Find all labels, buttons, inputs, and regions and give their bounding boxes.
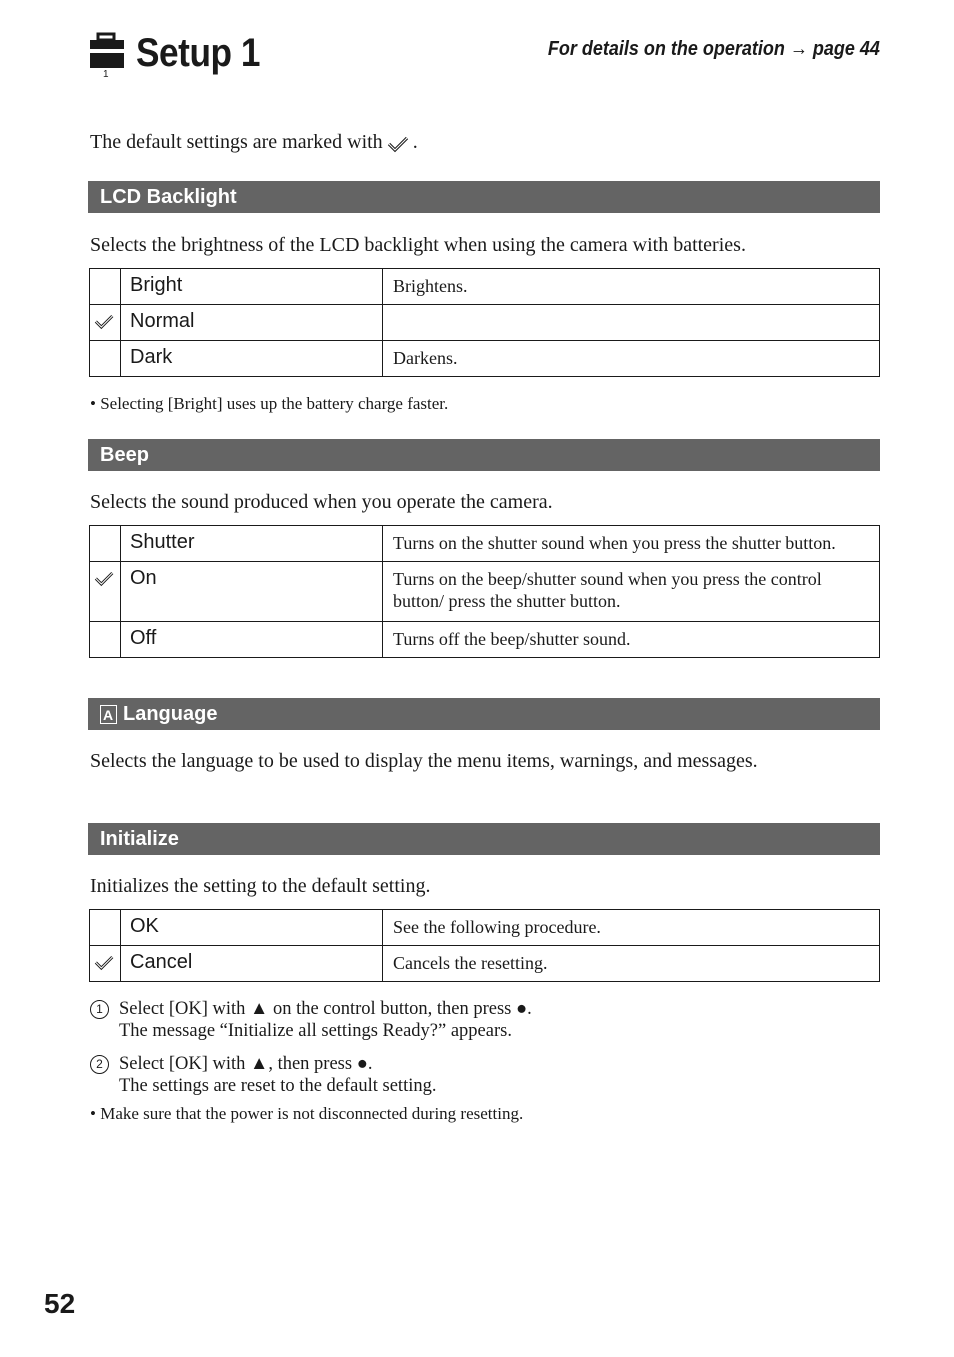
option-value: Turns off the beep/shutter sound. (383, 622, 880, 658)
option-name: Normal (121, 305, 383, 341)
setup-index: 1 (103, 69, 109, 80)
section-heading-language (88, 698, 880, 730)
page-title: Setup 1 (136, 31, 261, 75)
step-line: Select [OK] with ▲ on the control button, then press ●. (119, 999, 532, 1019)
table-row (90, 910, 880, 946)
section-heading-lcd-backlight (88, 181, 880, 213)
section-heading-text: Language (123, 703, 218, 725)
section-heading-initialize (88, 823, 880, 855)
default-mark-cell (90, 946, 121, 982)
lcd-backlight-description: Selects the brightness of the LCD backlight when using the camera with batteries. (90, 234, 746, 256)
option-value: Darkens. (383, 341, 880, 377)
checkmark-icon (94, 313, 116, 330)
checkmark-icon (94, 570, 116, 587)
default-note (90, 131, 418, 154)
option-name: On (121, 562, 383, 622)
default-mark-cell (90, 341, 121, 377)
table-row (90, 622, 880, 658)
step-number: 1 (90, 1000, 109, 1019)
option-name: Shutter (121, 526, 383, 562)
initialize-description: Initializes the setting to the default setting. (90, 875, 431, 897)
table-row (90, 562, 880, 622)
lcd-backlight-note: • Selecting [Bright] uses up the battery charge faster. (90, 394, 449, 413)
table-row (90, 269, 880, 305)
section-heading-text: Initialize (100, 828, 179, 850)
table-row (90, 526, 880, 562)
table-row (90, 946, 880, 982)
beep-options-table (89, 525, 880, 658)
default-note-end: . (412, 131, 418, 153)
default-mark-cell (90, 910, 121, 946)
option-name: Dark (121, 341, 383, 377)
language-description: Selects the language to be used to display the menu items, warnings, and messages. (90, 750, 758, 772)
initialize-options-table (89, 909, 880, 982)
operation-reference: For details on the operation → page 44 (547, 38, 880, 60)
default-mark-cell (90, 269, 121, 305)
option-value (383, 305, 880, 341)
default-mark-cell (90, 622, 121, 658)
option-value: See the following procedure. (383, 910, 880, 946)
option-value: Turns on the shutter sound when you press the shutter button. (383, 526, 880, 562)
option-name: Cancel (121, 946, 383, 982)
table-row (90, 341, 880, 377)
step-line: Select [OK] with ▲, then press ●. (119, 1054, 373, 1074)
checkmark-icon (94, 954, 116, 971)
option-name: OK (121, 910, 383, 946)
checkmark-icon (387, 135, 411, 153)
step-result: The settings are reset to the default setting. (119, 1076, 437, 1096)
language-icon-letter: A (102, 706, 114, 722)
initialize-note: • Make sure that the power is not disconnected during resetting. (90, 1104, 524, 1123)
language-icon (100, 705, 117, 724)
table-row (90, 305, 880, 341)
procedure-step (90, 998, 532, 1042)
step-number: 2 (90, 1055, 109, 1074)
default-mark-cell (90, 305, 121, 341)
option-name: Off (121, 622, 383, 658)
procedure-step (90, 1053, 436, 1097)
beep-description: Selects the sound produced when you operate the camera. (90, 491, 553, 513)
section-heading-text: Beep (100, 444, 149, 466)
page-header (88, 30, 277, 80)
default-mark-cell (90, 562, 121, 622)
option-value: Cancels the resetting. (383, 946, 880, 982)
section-heading-text: LCD Backlight (100, 186, 237, 208)
toolbox-icon (88, 30, 126, 80)
option-value: Brightens. (383, 269, 880, 305)
section-heading-beep (88, 439, 880, 471)
option-name: Bright (121, 269, 383, 305)
lcd-backlight-options-table (89, 268, 880, 377)
default-note-text: The default settings are marked with (90, 131, 383, 153)
default-mark-cell (90, 526, 121, 562)
step-result: The message “Initialize all settings Ready?” appears. (119, 1021, 512, 1041)
option-value: Turns on the beep/shutter sound when you press the control button/ press the shutter button. (383, 562, 880, 622)
page-number: 52 (44, 1288, 76, 1319)
